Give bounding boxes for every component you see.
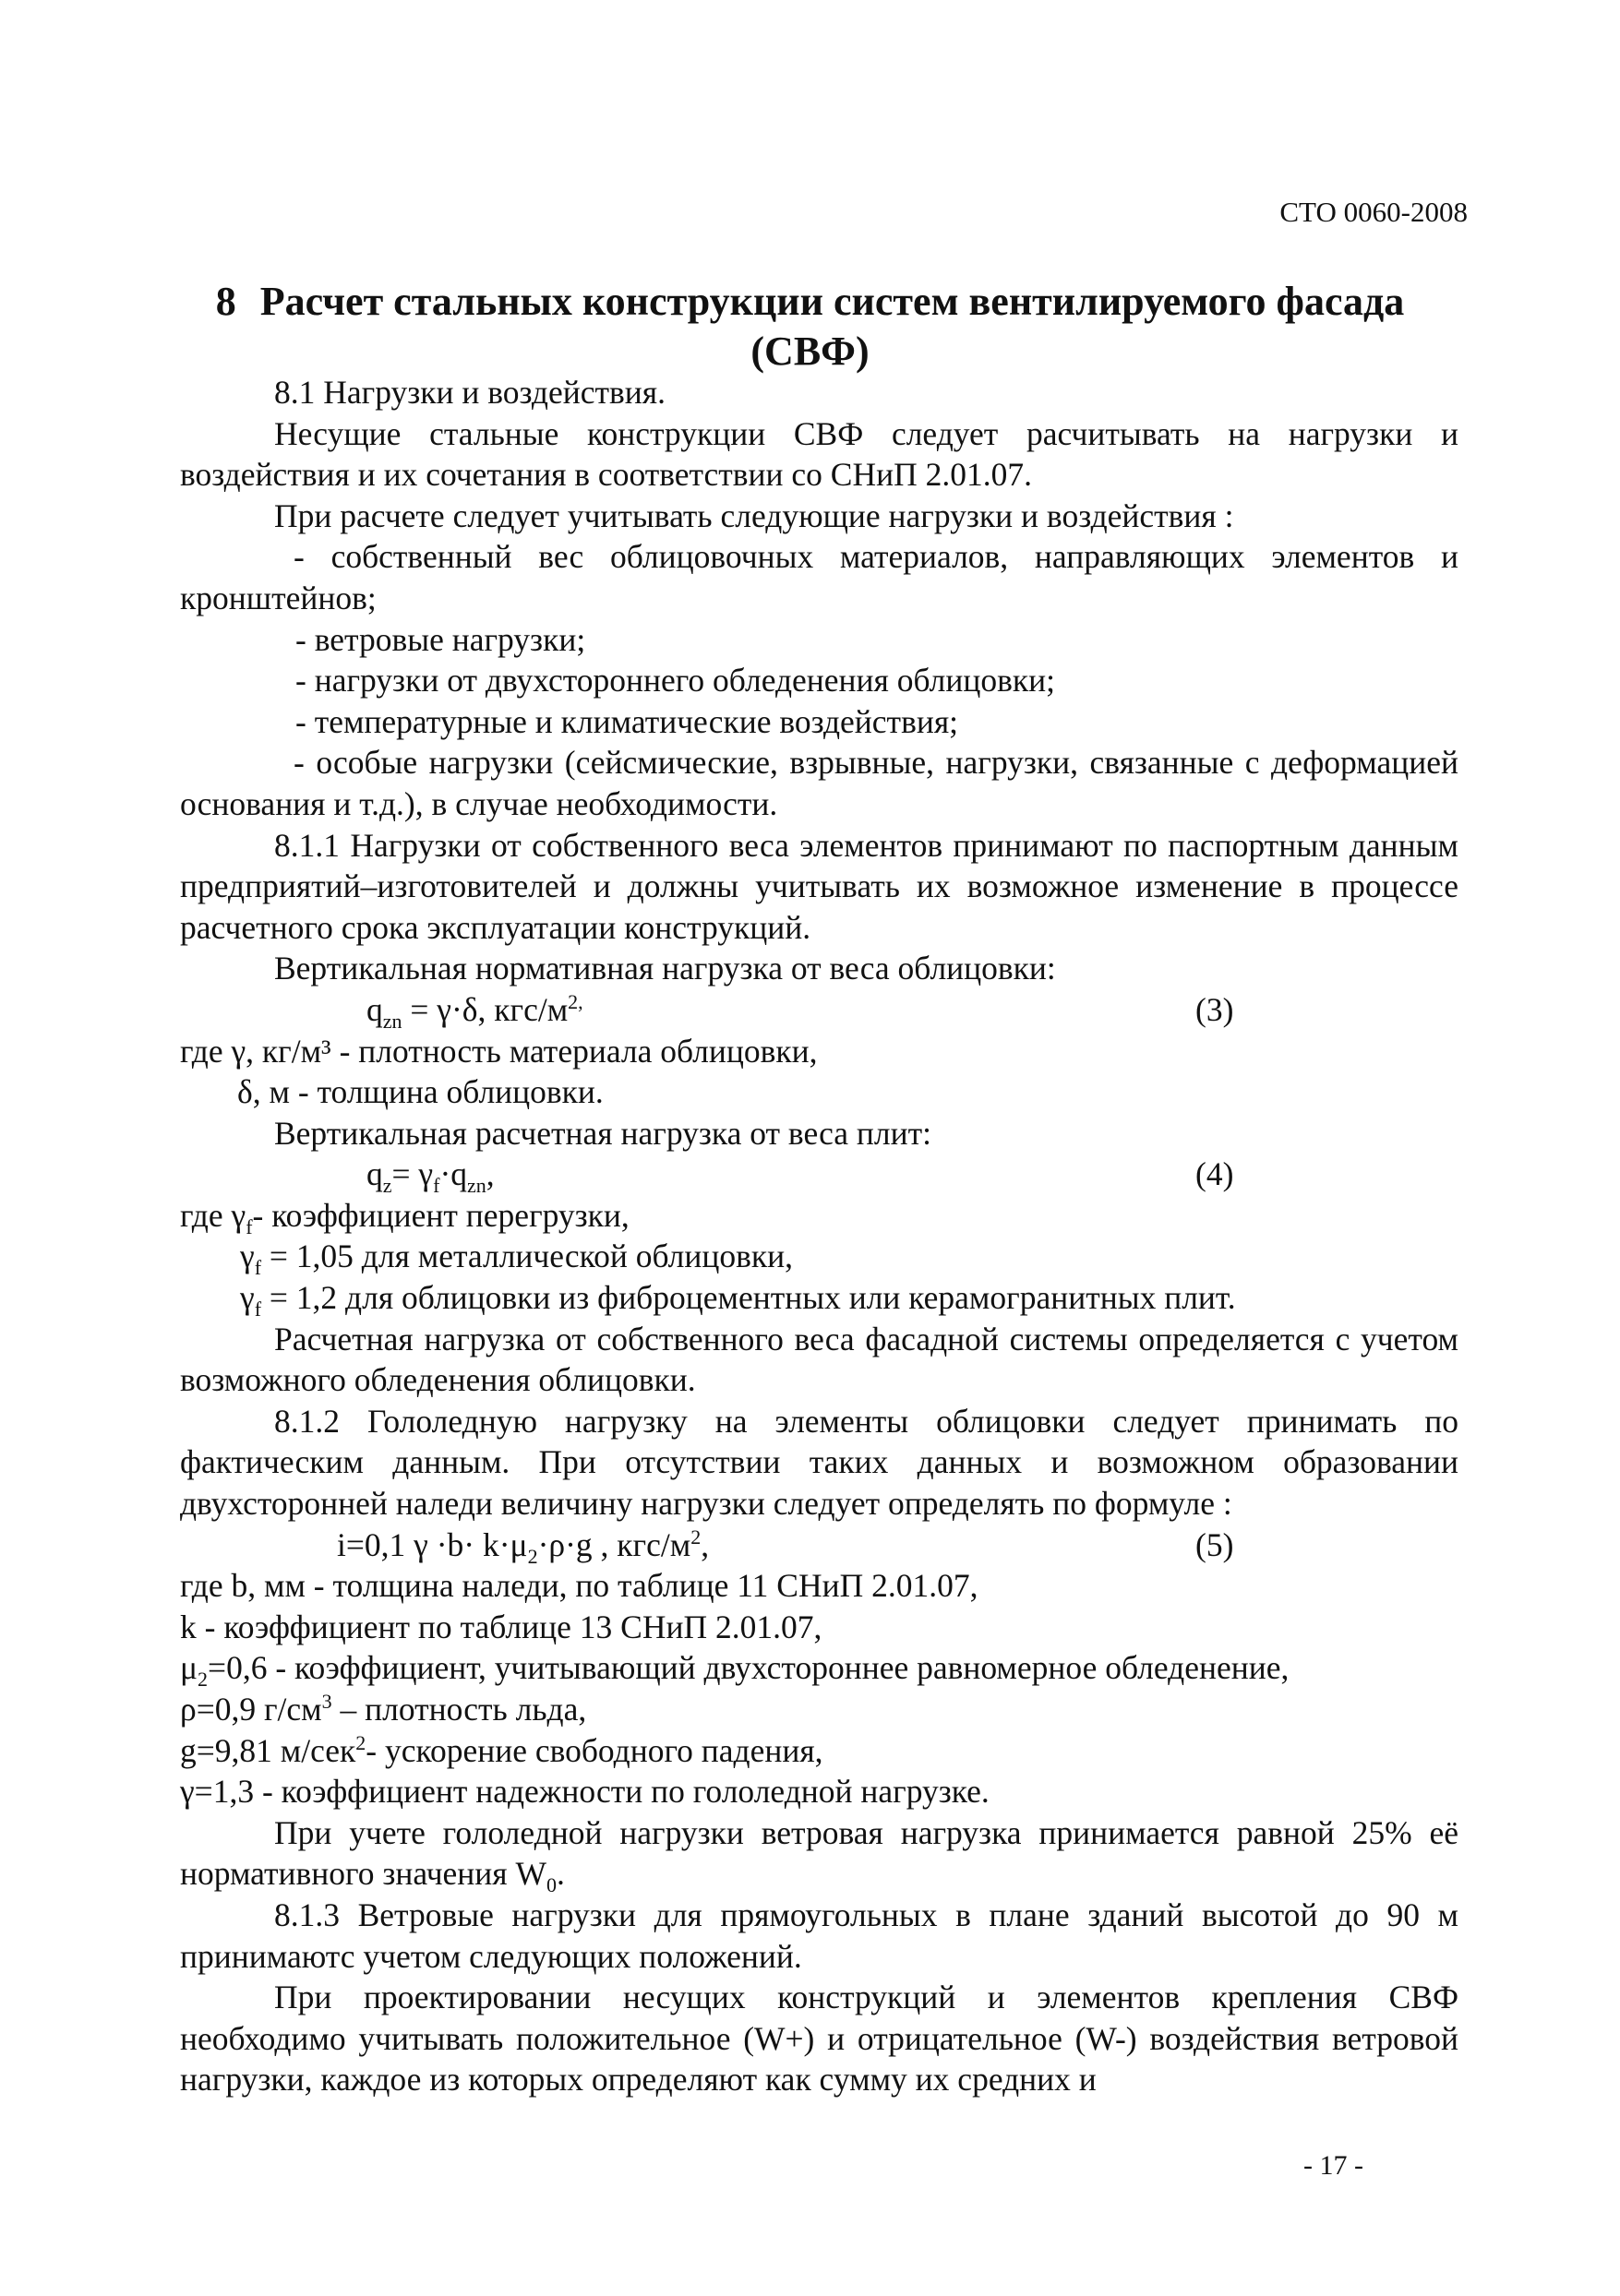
formula-part: q: [366, 1155, 383, 1193]
definition-line: k - коэффициент по таблице 13 СНиП 2.01.07,: [180, 1608, 822, 1645]
subscript: 2: [198, 1668, 209, 1692]
definition-line: δ, м - толщина облицовки.: [237, 1073, 604, 1111]
subscript: 0: [546, 1873, 558, 1897]
text-part: g=9,81 м/сек: [180, 1731, 356, 1769]
formula-part: = γ·δ, кгс/м: [402, 990, 569, 1028]
formula-superscript: 2: [690, 1525, 702, 1549]
formula-number: (4): [1195, 1155, 1234, 1193]
section-title: [157, 277, 1463, 377]
page-number: - 17 -: [1303, 2150, 1363, 2181]
formula-5: [180, 1525, 1458, 1566]
text-part: При учете гололедной нагрузки ветровая нагрузка принимается равной 25% её нормативного значения W: [180, 1813, 1458, 1893]
paragraph: Вертикальная расчетная нагрузка от веса плит:: [274, 1114, 931, 1152]
formula-part: = γ: [391, 1155, 434, 1193]
formula-superscript: 2,: [568, 990, 583, 1014]
superscript: 2: [355, 1730, 366, 1754]
formula-part: ,: [486, 1155, 495, 1193]
text-part: – плотность льда,: [331, 1691, 587, 1728]
formula-subscript: f: [433, 1174, 440, 1198]
definition-line: [180, 1277, 1458, 1319]
list-item: - ветровые нагрузки;: [295, 620, 586, 658]
text-part: =0,6 - коэффициент, учитывающий двухстороннее равномерное обледенение,: [208, 1649, 1290, 1687]
definition-line: [180, 1730, 1458, 1772]
list-item: - нагрузки от двухстороннего обледенения облицовки;: [295, 662, 1056, 700]
paragraph: Несущие стальные конструкции СВФ следует расчитывать на нагрузки и воздействия и их сочетания в соответствии со СНиП 2.01.07.: [180, 414, 1458, 494]
text-part: где γ: [180, 1196, 246, 1234]
paragraph: При проектировании несущих конструкций и элементов крепления СВФ необходимо учитывать положительное (W+) и отрицательное (W-) воздействия ветровой нагрузки, каждое из которых определяют как сумму их средних и: [180, 1979, 1458, 2099]
formula-4: [180, 1154, 1458, 1198]
paragraph: При расчете следует учитывать следующие нагрузки и воздействия :: [274, 496, 1234, 534]
formula-part: q: [366, 990, 383, 1028]
formula-number: (3): [1195, 990, 1234, 1028]
document-body: [180, 372, 1458, 2100]
subscript: f: [246, 1214, 253, 1238]
text-part: γ: [240, 1238, 255, 1275]
definition-line: [180, 1689, 1458, 1730]
formula-subscript: zn: [382, 1010, 402, 1033]
formula-part: ,: [701, 1525, 710, 1563]
section-title-line1: [157, 277, 1463, 327]
formula-3: [180, 989, 1458, 1031]
formula-subscript: zn: [467, 1174, 486, 1198]
document-code: СТО 0060-2008: [1279, 196, 1468, 228]
definition-line: [180, 1647, 1458, 1692]
formula-part: i=0,1 γ ·b· k·μ: [337, 1525, 528, 1563]
formula-subscript: 2: [527, 1544, 538, 1568]
paragraph: [180, 1812, 1458, 1895]
text-part: - коэффициент перегрузки,: [252, 1196, 630, 1234]
text-part: = 1,05 для металлической облицовки,: [261, 1238, 794, 1275]
section-title-line2: (СВФ): [750, 329, 870, 374]
superscript: 3: [321, 1690, 332, 1714]
definition-line: [180, 1236, 1458, 1280]
text-part: .: [557, 1855, 565, 1893]
definition-line: γ=1,3 - коэффициент надежности по гололедной нагрузке.: [180, 1773, 990, 1811]
list-item: - собственный вес облицовочных материалов, направляющих элементов и кронштейнов;: [180, 538, 1458, 616]
paragraph: Вертикальная нормативная нагрузка от веса облицовки:: [274, 950, 1056, 987]
formula-number: (5): [1195, 1525, 1234, 1563]
text-part: = 1,2 для облицовки из фиброцементных или керамогранитных плит.: [261, 1279, 1236, 1317]
text-part: μ: [180, 1649, 198, 1687]
subscript: f: [254, 1297, 262, 1321]
text-part: - ускорение свободного падения,: [366, 1731, 823, 1769]
subsection-heading-8-1: 8.1 Нагрузки и воздействия.: [274, 374, 666, 411]
section-number: 8: [215, 279, 236, 324]
definition-line: где b, мм - толщина наледи, по таблице 11 СНиП 2.01.07,: [180, 1567, 978, 1605]
formula-part: ·q: [439, 1155, 468, 1193]
section-title-text: Расчет стальных конструкции систем вентилируемого фасада: [259, 279, 1405, 324]
formula-part: ·ρ·g , кгс/м: [537, 1525, 691, 1563]
paragraph-8-1-3: 8.1.3 Ветровые нагрузки для прямоугольных в плане зданий высотой до 90 м принимаютс учетом следующих положений.: [180, 1895, 1458, 1975]
text-part: ρ=0,9 г/см: [180, 1691, 322, 1728]
paragraph-8-1-1: 8.1.1 Нагрузки от собственного веса элементов принимают по паспортным данным предприятий–изготовителей и должны учитывать их возможное изменение в процессе расчетного срока эксплуатации конструкций.: [180, 826, 1458, 946]
paragraph: Расчетная нагрузка от собственного веса фасадной системы определяется с учетом возможного обледенения облицовки.: [180, 1320, 1458, 1399]
text-part: γ: [240, 1279, 255, 1317]
list-item: - особые нагрузки (сейсмические, взрывные, нагрузки, связанные с деформацией основания и т.д.), в случае необходимости.: [180, 744, 1458, 822]
paragraph-8-1-2: 8.1.2 Гололедную нагрузку на элементы облицовки следует принимать по фактическим данным. При отсутствии таких данных и возможном образовании двухсторонней наледи величину нагрузки следует определять по формуле :: [180, 1402, 1458, 1523]
list-item: - температурные и климатические воздействия;: [295, 702, 959, 740]
definition-line: где γ, кг/м³ - плотность материала облицовки,: [180, 1032, 818, 1070]
formula-subscript: z: [382, 1174, 392, 1198]
subscript: f: [254, 1256, 262, 1280]
definition-line: [180, 1195, 1458, 1237]
